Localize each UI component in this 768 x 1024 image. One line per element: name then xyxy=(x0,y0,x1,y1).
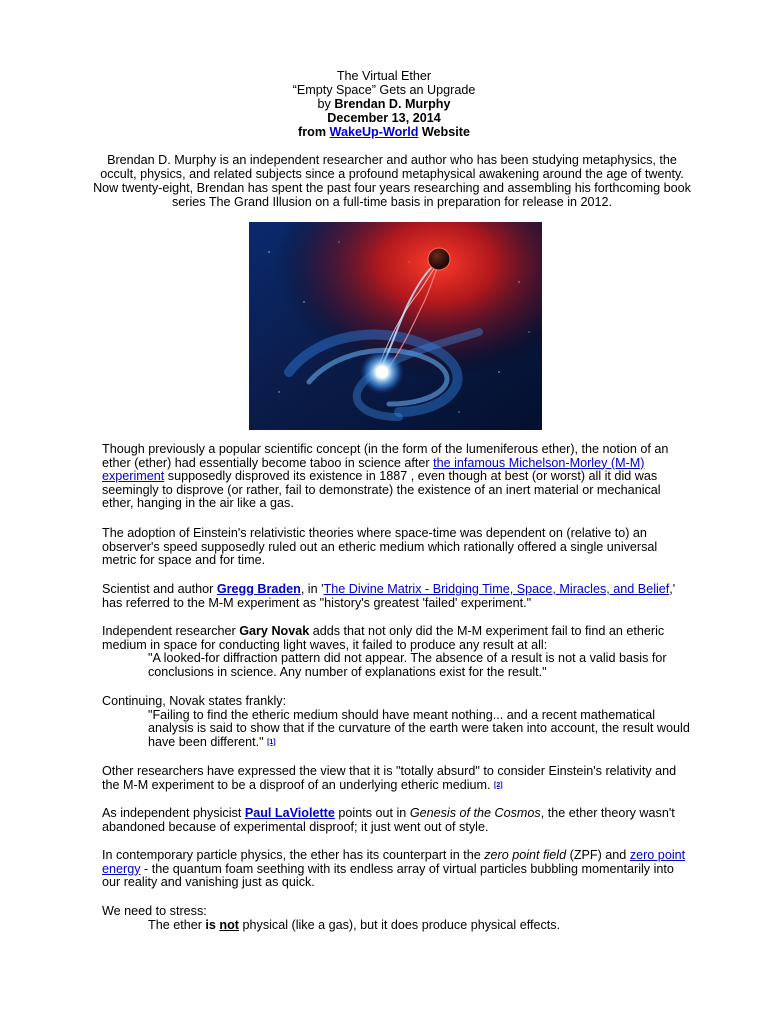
author-bio: Brendan D. Murphy is an independent researcher and author who has been studying metaphysics, the occult, physics, and related subjects since a profound metaphysical awakening around the age of twenty. Now twenty-eight, Brendan has spent the past four years researching and assembling his forthcoming book series The Grand Illusion on a full-time basis in preparation for release in 2012. xyxy=(93,153,691,209)
gary-novak-name: Gary Novak xyxy=(239,624,310,638)
divine-matrix-link[interactable]: The Divine Matrix - Bridging Time, Space, Miracles, and Belief xyxy=(323,582,670,596)
author-name: Brendan D. Murphy xyxy=(334,97,451,111)
emphasis-is: is xyxy=(205,917,216,932)
paragraph-braden xyxy=(102,583,694,610)
wakeup-world-link[interactable]: WakeUp-World xyxy=(329,125,419,139)
michelson-morley-link[interactable]: the infamous Michelson-Morley (M-M) experiment xyxy=(102,455,645,483)
paragraph-novak xyxy=(102,625,694,679)
reference-2-link[interactable]: [2] xyxy=(494,781,503,789)
paragraph-continuing xyxy=(102,695,694,749)
p7-text-mid: points out in xyxy=(334,806,410,820)
p8-text: In contemporary particle physics, the ether has its counterpart in the xyxy=(102,848,485,862)
p7-text-after: , the ether theory wasn't abandoned because of experimental disproof; it just went out of style. xyxy=(102,806,675,834)
p3-text: Scientist and author xyxy=(102,582,217,596)
p4-text: Independent researcher xyxy=(102,624,240,638)
article-date: December 13, 2014 xyxy=(327,111,441,125)
source-line xyxy=(0,125,768,139)
ether-statement xyxy=(102,919,694,933)
paragraph-stress xyxy=(102,905,694,932)
p8-text-mid: (ZPF) and xyxy=(566,848,630,862)
p9-intro: We need to stress: xyxy=(102,904,207,918)
article-title: The Virtual Ether xyxy=(336,69,432,83)
gregg-braden-link[interactable]: Gregg Braden xyxy=(216,582,301,596)
p4-text-after: adds that not only did the M-M experiment fail to find an etheric medium in space for conducting light waves, it failed to produce any result at all: xyxy=(102,624,665,652)
article-subtitle: “Empty Space” Gets an Upgrade xyxy=(292,83,476,97)
p6-text: Other researchers have expressed the view that it is "totally absurd" to consider Einstein's relativity and the M-M experiment to be a disproof of an underlying etheric medium. xyxy=(102,764,677,792)
paragraph-ether-history xyxy=(102,443,694,511)
article-header xyxy=(0,69,768,139)
genesis-cosmos-title: Genesis of the Cosmos xyxy=(409,806,541,820)
paul-laviolette-link[interactable]: Paul LaViolette xyxy=(244,806,335,820)
p8-text-after: - the quantum foam seething with its endless array of virtual particles bubbling momentarily into our reality and vanishing just as quick. xyxy=(102,861,674,889)
emphasis-not: not xyxy=(219,917,240,932)
p1-text: Though previously a popular scientific concept (in the form of the lumeniferous ether), the notion of an ether (ether) had essentially become taboo in science after xyxy=(102,442,669,470)
galaxy-ether-illustration xyxy=(249,222,542,430)
p3-text-after: ,' has referred to the M-M experiment as "history's greatest 'failed' experiment." xyxy=(102,582,676,610)
byline xyxy=(0,97,768,111)
p5-quote-text: "Failing to find the etheric medium should have meant nothing... and a recent mathematical analysis is said to show that if the curvature of the earth were taken into account, the result would have been different." xyxy=(148,707,690,749)
reference-1-link[interactable]: [1] xyxy=(267,738,276,746)
p9-text: The ether xyxy=(148,917,206,932)
paragraph-absurd xyxy=(102,765,694,792)
p3-text-mid: , in ' xyxy=(300,582,324,596)
novak-quote: "A looked-for diffraction pattern did not appear. The absence of a result is not a valid basis for conclusions in science. Any number of explanations exist for the result." xyxy=(148,651,667,679)
paragraph-einstein: The adoption of Einstein's relativistic theories where space-time was dependent on (relative to) an observer's speed supposedly ruled out an etheric medium which rationally offered a single universal metric for space and for time. xyxy=(102,526,658,567)
p9-text-after: physical (like a gas), but it does produce physical effects. xyxy=(239,917,561,932)
p5-intro: Continuing, Novak states frankly: xyxy=(102,694,287,708)
byline-prefix: by xyxy=(317,97,335,111)
paragraph-laviolette xyxy=(102,807,694,834)
paragraph-zpf xyxy=(102,849,694,890)
source-suffix: Website xyxy=(418,125,470,139)
source-prefix: from xyxy=(298,125,330,139)
p1-text-after: supposedly disproved its existence in 1887 , even though at best (or worst) all it did was seemingly to disprove (or rather, fail to demonstrate) the existence of an inert material or mechanical ether, hanging in the air like a gas. xyxy=(102,469,661,510)
p7-text: As independent physicist xyxy=(102,806,245,820)
novak-quote-2 xyxy=(102,709,694,750)
zpf-term: zero point field xyxy=(484,848,567,862)
zero-point-energy-link[interactable]: zero point energy xyxy=(102,848,686,876)
